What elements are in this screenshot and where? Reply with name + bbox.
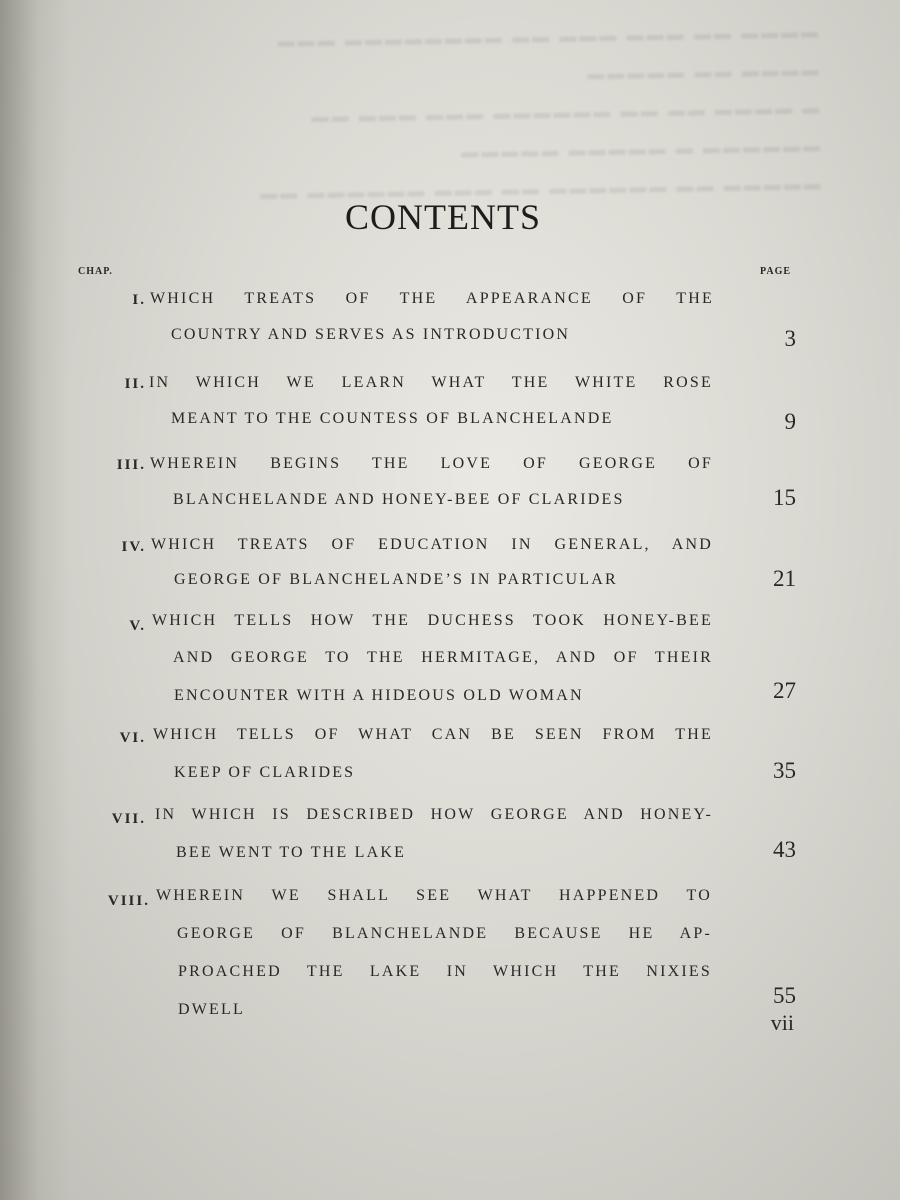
- chapter-title-line: WHICH TREATS OF EDUCATION IN GENERAL, AND: [151, 536, 713, 553]
- page-column-header: PAGE: [760, 266, 792, 277]
- chapter-title-line: GEORGE OF BLANCHELANDE BECAUSE HE AP-: [177, 925, 712, 942]
- chapter-number: VII.: [111, 811, 146, 827]
- chapter-title-line: COUNTRY AND SERVES AS INTRODUCTION: [171, 326, 571, 343]
- chapter-title-line: WHEREIN WE SHALL SEE WHAT HAPPENED TO: [156, 887, 712, 904]
- folio-page-number: vii: [770, 1010, 794, 1035]
- chapter-title-line: KEEP OF CLARIDES: [174, 764, 356, 781]
- page-number: 27: [773, 678, 796, 703]
- chapter-title-line: IN WHICH WE LEARN WHAT THE WHITE ROSE: [149, 374, 713, 391]
- page-title: CONTENTS: [345, 197, 541, 237]
- page-number: 15: [773, 485, 796, 510]
- chapter-title-line: IN WHICH IS DESCRIBED HOW GEORGE AND HONEY-: [155, 806, 713, 823]
- chapter-number: I.: [132, 292, 146, 308]
- page-number: 35: [773, 758, 796, 783]
- chapter-title-line: WHICH TELLS HOW THE DUCHESS TOOK HONEY-BEE: [152, 612, 713, 629]
- chapter-column-header: CHAP.: [78, 266, 113, 277]
- chapter-number: II.: [124, 376, 146, 392]
- page-number: 21: [773, 566, 796, 591]
- chapter-title-line: WHICH TREATS OF THE APPEARANCE OF THE: [150, 290, 714, 307]
- page-number: 3: [784, 326, 796, 351]
- chapter-number: VIII.: [107, 893, 150, 909]
- chapter-title-line: GEORGE OF BLANCHELANDE’S IN PARTICULAR: [174, 571, 618, 588]
- page-number: 43: [773, 837, 796, 862]
- chapter-title-line: DWELL: [178, 1001, 245, 1018]
- chapter-number: IV.: [121, 539, 146, 555]
- page-number: 9: [784, 409, 796, 434]
- show-through-text: ▬▬▬▬ ▬▬ ▬▬▬ ▬▬▬ ▬▬ ▬▬▬▬▬▬▬▬ ▬▬▬ ▬▬▬▬ ▬▬ ▬▬▬▬▬ ▬ ▬▬▬▬ ▬▬ ▬▬ ▬▬▬▬▬▬ ▬▬▬ ▬▬▬ ▬▬ ▬▬▬▬▬▬ ▬ ▬▬▬▬▬ ▬▬▬▬▬ ▬▬▬▬▬ ▬▬ ▬▬▬▬▬▬ ▬▬ ▬▬▬ ▬▬▬▬▬▬ ▬▬: [257, 22, 821, 204]
- chapter-number: VI.: [119, 730, 146, 746]
- chapter-title-line: ENCOUNTER WITH A HIDEOUS OLD WOMAN: [174, 687, 584, 704]
- chapter-title-line: BEE WENT TO THE LAKE: [176, 844, 407, 861]
- chapter-title-line: WHICH TELLS OF WHAT CAN BE SEEN FROM THE: [153, 726, 713, 743]
- page-number: 55: [773, 983, 796, 1008]
- chapter-title-line: BLANCHELANDE AND HONEY-BEE OF CLARIDES: [173, 491, 625, 508]
- chapter-title-line: WHEREIN BEGINS THE LOVE OF GEORGE OF: [150, 455, 713, 472]
- chapter-number: V.: [129, 618, 146, 634]
- chapter-title-line: PROACHED THE LAKE IN WHICH THE NIXIES: [178, 963, 712, 980]
- chapter-title-line: MEANT TO THE COUNTESS OF BLANCHELANDE: [171, 410, 614, 427]
- chapter-number: III.: [116, 457, 146, 473]
- chapter-title-line: AND GEORGE TO THE HERMITAGE, AND OF THEIR: [173, 649, 713, 666]
